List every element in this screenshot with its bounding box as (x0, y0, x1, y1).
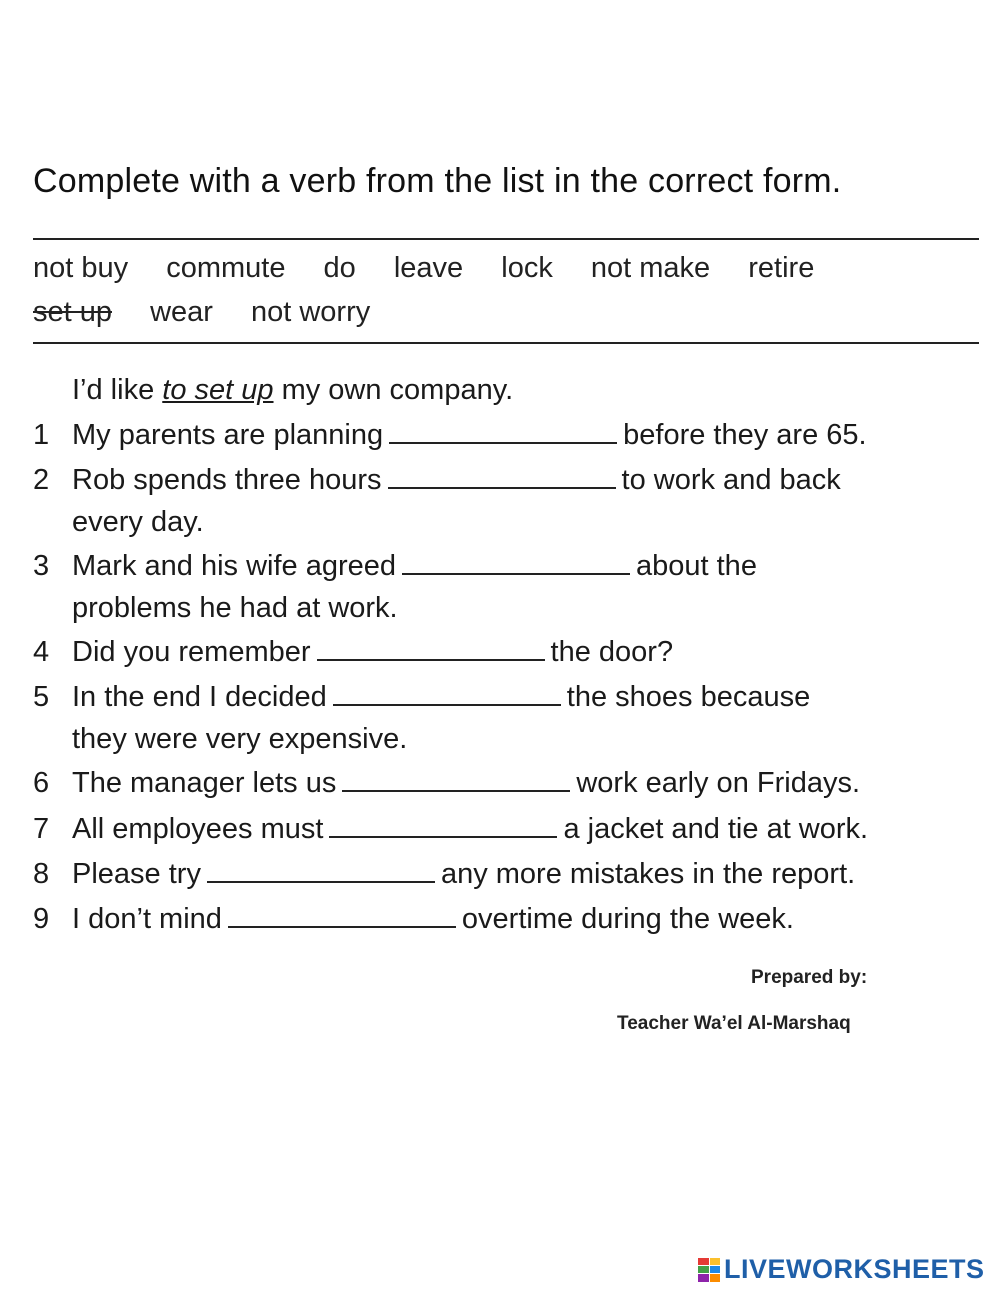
answer-blank-8[interactable] (207, 859, 435, 883)
answer-blank-4[interactable] (317, 637, 545, 661)
example-answer: to set up (162, 374, 274, 406)
answer-blank-3[interactable] (402, 551, 630, 575)
item-number: 8 (33, 858, 50, 890)
liveworksheets-logo (698, 1254, 985, 1285)
item-continuation: problems he had at work. (72, 592, 398, 624)
prepared-by-label: Prepared by: (751, 967, 868, 988)
answer-blank-7[interactable] (329, 814, 557, 838)
item-number: 2 (33, 464, 50, 496)
item-number: 7 (33, 813, 50, 845)
word-bank-bottom-rule (33, 342, 979, 344)
answer-blank-6[interactable] (342, 768, 570, 792)
item-number: 4 (33, 636, 50, 668)
item-sentence: Rob spends three hours to work and back (72, 464, 841, 496)
word-bank-item: not worry (250, 296, 371, 328)
teacher-name: Teacher Wa’el Al-Marshaq (617, 1013, 851, 1034)
item-sentence: My parents are planning before they are 65. (72, 419, 867, 451)
item-sentence: All employees must a jacket and tie at work. (72, 813, 869, 845)
liveworksheets-logo-icon (698, 1258, 720, 1282)
example-sentence: I’d like to set up my own company. (72, 374, 514, 406)
item-continuation: they were very expensive. (72, 723, 408, 755)
item-number: 3 (33, 550, 50, 582)
item-sentence: Please try any more mistakes in the report. (72, 858, 856, 890)
item-sentence: Mark and his wife agreed about the (72, 550, 757, 582)
item-number: 6 (33, 767, 50, 799)
word-bank-top-rule (33, 238, 979, 240)
word-bank-row-1 (33, 252, 979, 285)
word-bank-item: not buy (33, 252, 129, 284)
item-number: 9 (33, 903, 50, 935)
word-bank-item-struck: set up (33, 296, 112, 328)
answer-blank-9[interactable] (228, 904, 456, 928)
word-bank-item: wear (150, 296, 213, 328)
word-bank-item: commute (166, 252, 286, 284)
item-sentence: The manager lets us work early on Fridays. (72, 767, 861, 799)
item-number: 1 (33, 419, 50, 451)
item-number: 5 (33, 681, 50, 713)
word-bank-item: lock (501, 252, 553, 284)
item-sentence: I don’t mind overtime during the week. (72, 903, 794, 935)
liveworksheets-logo-text: LIVEWORKSHEETS (724, 1254, 985, 1284)
word-bank-item: not make (590, 252, 711, 284)
item-continuation: every day. (72, 506, 204, 538)
answer-blank-5[interactable] (333, 682, 561, 706)
word-bank-row-2 (33, 296, 979, 329)
item-sentence: In the end I decided the shoes because (72, 681, 811, 713)
word-bank-item: do (323, 252, 356, 284)
word-bank-item: leave (393, 252, 464, 284)
item-sentence: Did you remember the door? (72, 636, 674, 668)
answer-blank-2[interactable] (388, 465, 616, 489)
answer-blank-1[interactable] (389, 420, 617, 444)
worksheet-title: Complete with a verb from the list in the correct form. (33, 162, 842, 200)
word-bank-item: retire (748, 252, 815, 284)
